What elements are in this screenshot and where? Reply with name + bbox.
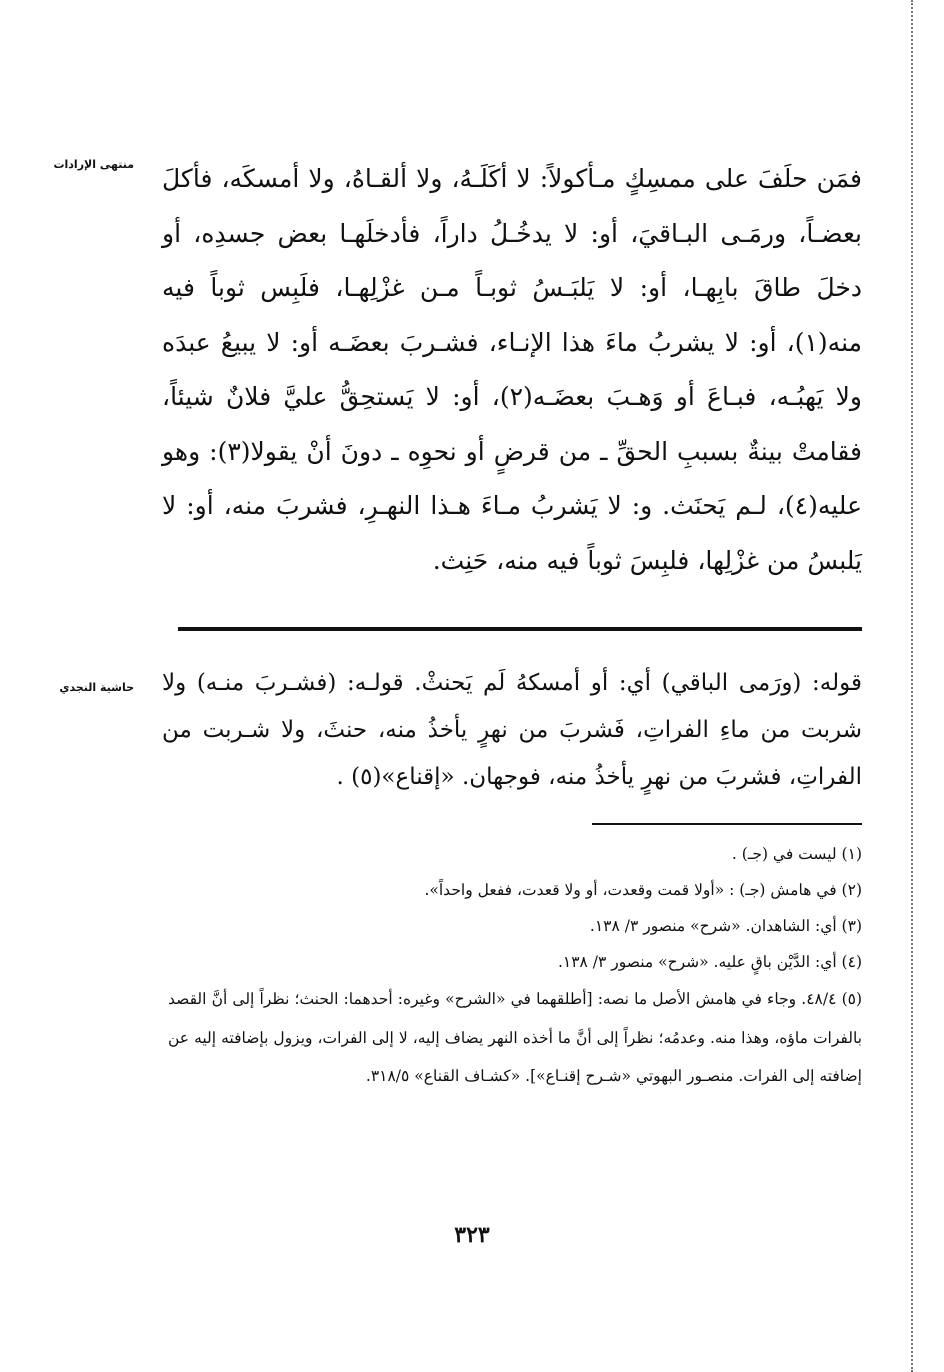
footnote-2: (٢) في هامش (جـ) : «أولا قمت وقعدت، أو ولا قعدت، ففعل واحداً». bbox=[424, 881, 862, 899]
footnotes bbox=[168, 836, 862, 1096]
footnote-1: (١) ليست في (جـ) . bbox=[731, 845, 862, 863]
footnote-3: (٣) أي: الشاهدان. «شرح» منصور ٣/ ١٣٨. bbox=[589, 917, 862, 935]
commentary-paragraph: قوله: (ورَمى الباقي) أي: أو أمسكهُ لَم يَحنثْ. قولـه: (فشـربَ منـه) ولا شربت من ماءِ الفراتِ، فَشربَ من نهرٍ يأخذُ منه، حنثَ، ولا شـربت من الفراتِ، فشربَ من نهرٍ يأخذُ منه، فوجهان. «إقناع»(٥) . bbox=[162, 670, 862, 790]
footnote-divider bbox=[592, 823, 862, 825]
page-number: ٣٢٣ bbox=[454, 1222, 490, 1248]
side-label-matn: منتهى الإرادات bbox=[53, 158, 134, 171]
commentary-text bbox=[162, 660, 862, 801]
footnote-4: (٤) أي: الدَّيْن باقٍ عليه. «شرح» منصور ٣/ ١٣٨. bbox=[557, 953, 862, 971]
section-divider bbox=[178, 627, 862, 631]
side-label-hashiya: حاشية النجدي bbox=[59, 681, 134, 694]
main-paragraph: فمَن حلَفَ على ممسِكٍ مـأكولاً: لا أكَلَـهُ، ولا ألقـاهُ، ولا أمسكَه، فأكلَ بعضـاً، ورمَـى البـاقيَ، أو: لا يدخُـلُ داراً، فأدخلَهـا بعض جسدِه، أو دخلَ طاقَ بابِهـا، أو: لا يَلبَـسُ ثوبـاً مـن غزْلِهـا، فلَبِس ثوباً فيه منه(١)، أو: لا يشربُ ماءَ هذا الإنـاء، فشـربَ بعضَـه أو: لا يبيعُ عبدَه ولا يَهبُـه، فبـاعَ أو وَهـبَ بعضَـه(٢)، أو: لا يَستحِقُّ عليَّ فلانٌ شيئاً، فقامتْ بينةٌ بسببِ الحقِّ ـ من قرضٍ أو نحوِه ـ دونَ أنْ يقولا(٣): وهو عليه(٤)، لـم يَحنَث. و: لا يَشربُ مـاءَ هـذا النهـرِ، فشربَ منه، أو: لا يَلبسُ من غزْلِها، فلبِسَ ثوباً فيه منه، حَنِث. bbox=[162, 164, 862, 575]
main-text bbox=[162, 152, 862, 588]
margin-dotted-line bbox=[911, 0, 913, 1372]
footnote-5: (٥) ٤٨/٤. وجاء في هامش الأصل ما نصه: [أطلقهما في «الشرح» وغيره: أحدهما: الحنث؛ نظراً إلى أنَّ القصد بالفرات ماؤه، وهذا منه. وعدمُه؛ نظراً إلى أنَّ ما أخذه النهر يضاف إليه، لا إلى الفرات، ويزول بإضافته إليه عن إضافته إلى الفرات. منصـور البهوتي «شـرح إقنـاع»]. «كشـاف القناع» ٣١٨/٥. bbox=[168, 990, 863, 1085]
